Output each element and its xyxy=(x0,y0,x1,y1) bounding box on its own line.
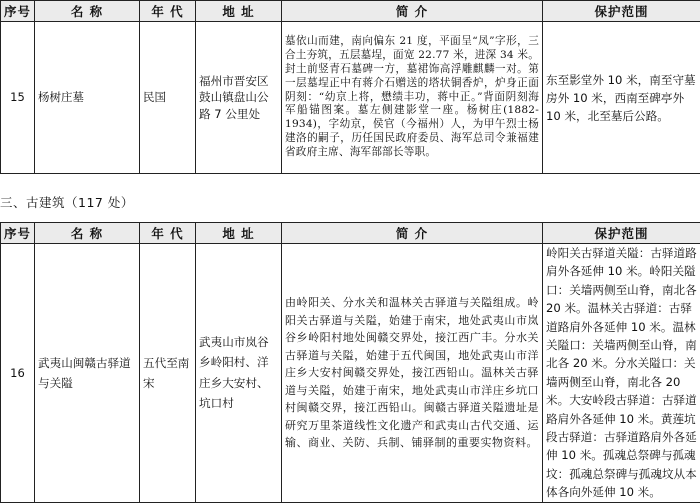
site-introduction: 由岭阳关、分水关和温林关古驿道与关隘组成。岭阳关古驿道与关隘，始建于南宋，地处武夷山市岚谷乡岭阳村地处闽赣交界处，接江西广丰。分水关古驿道与关隘，始建于五代闽国，地处武夷山市洋庄乡大安村闽赣交界处，接江西铅山。温林关古驿道与关隘，始建于南宋，地处武夷山市洋庄乡坑口村闽赣交界，接江西铅山。闽赣古驿道关隘遗址是研究万里茶道线性文化遗产和武夷山古代交通、运输、商业、关防、兵制、铺驿制的重要实物资料。 xyxy=(282,244,543,503)
header-name: 名 称 xyxy=(35,1,140,22)
header-intro: 简 介 xyxy=(282,1,543,22)
header-no: 序号 xyxy=(1,1,35,22)
header-address: 地 址 xyxy=(196,223,282,244)
protection-scope: 东至影堂外 10 米，南至守墓房外 10 米，西南至碑亭外 10 米，北至墓后公路。 xyxy=(543,22,700,174)
header-era: 年 代 xyxy=(140,1,196,22)
site-era: 五代至南宋 xyxy=(140,244,196,503)
heritage-table-ancient-tombs xyxy=(0,0,700,174)
site-address: 武夷山市岚谷乡岭阳村、洋庄乡大安村、坑口村 xyxy=(196,244,282,503)
site-name: 武夷山闽赣古驿道与关隘 xyxy=(35,244,140,503)
header-name: 名 称 xyxy=(35,223,140,244)
row-number: 16 xyxy=(1,244,35,503)
section-title: 三、古建筑（117 处） xyxy=(0,193,134,211)
table-row xyxy=(1,244,700,503)
header-scope: 保护范围 xyxy=(543,1,700,22)
header-address: 地 址 xyxy=(196,1,282,22)
site-name: 杨树庄墓 xyxy=(35,22,140,174)
header-era: 年 代 xyxy=(140,223,196,244)
table-header-row xyxy=(1,223,700,244)
site-address: 福州市晋安区鼓山镇盘山公路 7 公里处 xyxy=(196,22,282,174)
site-introduction: 墓依山而建，南向偏东 21 度，平面呈“凤”字形，三合土夯筑，五层墓埕，面宽 22.77 米，进深 34 米。封土前竖青石墓碑一方，墓裙饰高浮雕麒麟一对。第一层墓埕正中有蒋介石赠送的塔状铜香炉，炉身正面阴刻：“幼京上将，懋绩丰功，蒋中正。”背面阴刻海军船锚图案。墓左侧建影堂一座。杨树庄(1882-1934)，字幼京，侯官（今福州）人，为甲午烈士杨建洛的嗣子，历任国民政府委员、海军总司令兼福建省政府主席、海军部部长等职。 xyxy=(282,22,543,174)
protection-scope: 岭阳关古驿道关隘：古驿道路肩外各延伸 10 米。岭阳关隘口：关墙两侧至山脊，南北各 20 米。温林关古驿道：古驿道路肩外各延伸 10 米。温林关隘口：关墙两侧至山脊，南北各 20 米。分水关隘口：关墙两侧至山脊，南北各 20 米。大安岭段古驿道：古驿道路肩外各延伸 10 米。黄莲坑段古驿道：古驿道路肩外各延伸 10 米。孤魂总祭碑与孤魂坟：孤魂总祭碑与孤魂坟从本体各向外延伸 10 米。 xyxy=(543,244,700,503)
table-header-row xyxy=(1,1,700,22)
table-row xyxy=(1,22,700,174)
header-scope: 保护范围 xyxy=(543,223,700,244)
site-era: 民国 xyxy=(140,22,196,174)
heritage-table-ancient-buildings xyxy=(0,222,700,503)
row-number: 15 xyxy=(1,22,35,174)
header-intro: 简 介 xyxy=(282,223,543,244)
header-no: 序号 xyxy=(1,223,35,244)
